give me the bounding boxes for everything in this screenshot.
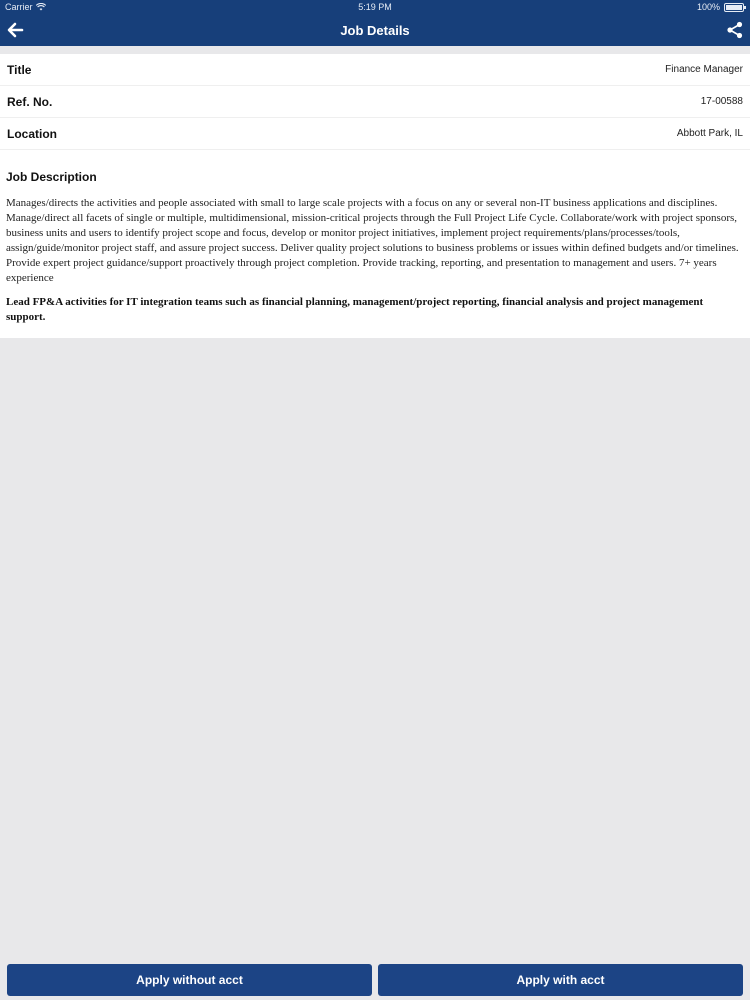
job-description-lead: Lead FP&A activities for IT integration teams such as financial planning, management/project reporting, financial analysis and project management support. xyxy=(6,296,704,323)
job-description-body: Manages/directs the activities and people associated with small to large scale projects with a focus on any or several non-IT business applications and disciplines. Manage/direct all facets of single or multiple, multidimensional, mission-critical projects through the Full Project Life Cycle. Collaborate/work with project sponsors, business units and users to identify project scope and focus, develop or monitor project initiatives, implement project requirements/plans/processes/tools, assign/guide/monitor project staff, and assure project success. Deliver quality project solutions to business problems or issues within defined budgets and/or timelines. Provide expert project guidance/support proactively through project completion. Provide tracking, reporting, and presentation to management and users. 7+ years experience xyxy=(6,197,739,284)
detail-value: Abbott Park, IL xyxy=(676,128,743,139)
detail-row-title xyxy=(0,54,750,86)
share-icon[interactable] xyxy=(726,21,744,39)
status-bar xyxy=(0,0,750,14)
detail-value: Finance Manager xyxy=(665,64,743,75)
apply-with-account-button[interactable]: Apply with acct xyxy=(378,964,743,996)
carrier-label: Carrier xyxy=(5,2,33,12)
battery-indicator xyxy=(697,2,744,12)
detail-row-ref-no xyxy=(0,86,750,118)
job-description-section xyxy=(0,150,750,338)
job-description-heading: Job Description xyxy=(6,170,97,184)
nav-bar xyxy=(0,14,750,46)
job-details-panel xyxy=(0,54,750,338)
header xyxy=(0,0,750,46)
status-time: 5:19 PM xyxy=(358,2,392,12)
battery-icon xyxy=(724,3,744,12)
detail-label: Location xyxy=(7,126,57,141)
detail-row-location xyxy=(0,118,750,150)
detail-value: 17-00588 xyxy=(700,96,743,107)
detail-label: Title xyxy=(7,62,32,77)
page-title: Job Details xyxy=(340,23,410,38)
detail-label: Ref. No. xyxy=(7,94,53,109)
apply-without-account-button[interactable]: Apply without acct xyxy=(7,964,372,996)
battery-label: 100% xyxy=(696,2,720,12)
